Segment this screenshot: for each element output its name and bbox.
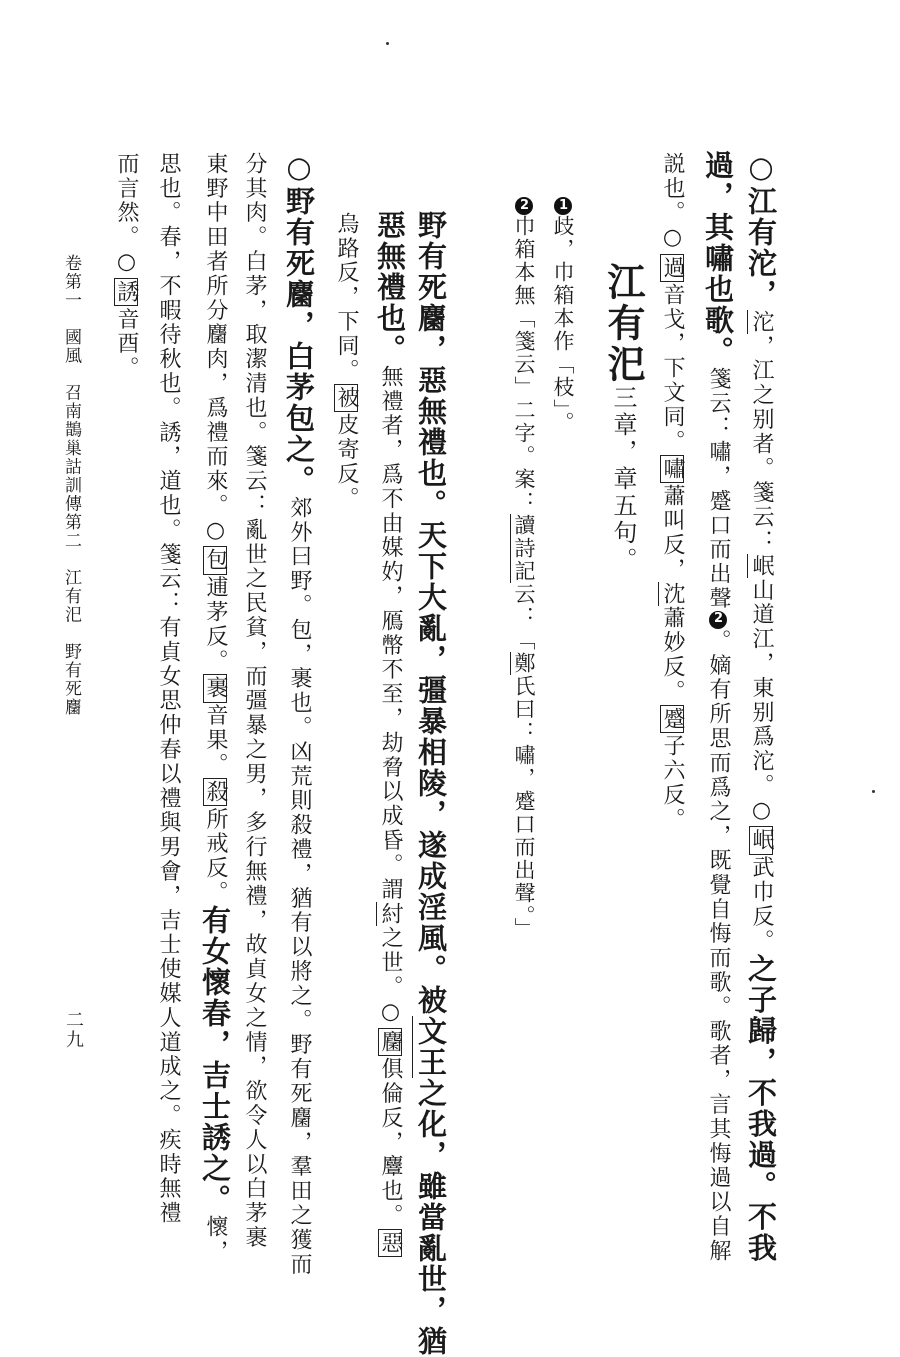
footnote-1: 1歧，巾箱本作「枝」。 bbox=[551, 197, 575, 435]
poem-title: 江有汜 bbox=[601, 262, 646, 385]
phonetic-box: 麕 bbox=[378, 1029, 403, 1055]
column-9: 烏路反，下同。被皮寄反。 bbox=[334, 212, 359, 511]
stray-mark-right bbox=[872, 790, 875, 793]
header-poem-1: 江有汜 bbox=[61, 568, 81, 624]
header-chapter: 召南鵲巢詁訓傳第二 bbox=[61, 383, 81, 550]
footnote-2: 2巾箱本無「箋云」二字。案：讀詩記云：「鄭氏曰：嘯，蹙口而出聲。」 bbox=[512, 197, 536, 941]
note-marker-1: 1 bbox=[556, 197, 571, 215]
note-marker-2: 2 bbox=[711, 611, 726, 629]
phonetic-box: 殺 bbox=[203, 780, 228, 805]
phonetic-box: 惡 bbox=[378, 1231, 403, 1256]
phonetic-box: 蹙 bbox=[660, 706, 685, 732]
running-header bbox=[62, 254, 79, 717]
column-13: 思也。春，不暇待秋也。誘，道也。箋云：有貞女思仲春以禮與男會，吉士使媒人道成之。疾時無禮 bbox=[156, 152, 181, 1226]
poem-title-column: 江有汜三章，章五句。 bbox=[601, 262, 646, 574]
note-marker-2: 2 bbox=[517, 197, 532, 215]
phonetic-box: 誘 bbox=[114, 280, 139, 305]
column-12: 東野中田者所分麕肉，爲禮而來。○包逋茅反。裹音果。殺所戒反。有女懷春，吉士誘之。懷， bbox=[198, 152, 232, 1264]
phonetic-box: 過 bbox=[660, 255, 685, 281]
column-8: 惡無禮也。無禮者，爲不由媒妁，鴈幣不至，劫脅以成昏。謂紂之世。○麕俱倫反，麞也。惡 bbox=[373, 210, 407, 1256]
column-11: 分其肉。白茅，取潔清也。箋云：亂世之民貧，而彊暴之男，多行無禮，故貞女之情，欲令人以白茅裹 bbox=[242, 152, 267, 1250]
phonetic-box: 岷 bbox=[749, 828, 774, 853]
phonetic-box: 包 bbox=[203, 548, 228, 573]
column-2: 過，其嘯也歌。箋云：嘯，蹙口而出聲2。嫡有所思而爲之，既覺自悔而歌。歌者，言其悔過以自解 bbox=[701, 150, 735, 1264]
column-7: 野有死麕，惡無禮也。天下大亂，彊暴相陵，遂成淫風。被文王之化，雖當亂世，猶 bbox=[414, 210, 448, 1357]
header-section: 國風 bbox=[61, 328, 81, 365]
column-1: ○江有沱，沱，江之别者。箋云：岷山道江，東别爲沱。○岷武巾反。之子歸，不我過。不我 bbox=[744, 150, 778, 1264]
phonetic-box: 裹 bbox=[203, 676, 228, 701]
phonetic-box: 被 bbox=[334, 385, 359, 411]
column-3: 説也。○過音戈，下文同。嘯蕭叫反，沈蕭妙反。蹙子六反。 bbox=[660, 152, 685, 832]
page-number: 二九 bbox=[63, 1010, 84, 1050]
column-14: 而言然。○誘音酉。 bbox=[114, 152, 139, 381]
header-juan: 卷第一 bbox=[61, 254, 81, 310]
phonetic-box: 嘯 bbox=[660, 456, 685, 482]
column-10: ○野有死麕，白茅包之。郊外曰野。包，裹也。凶荒則殺禮，猶有以將之。野有死麕，羣田之獲而 bbox=[282, 150, 316, 1277]
header-poem-2: 野有死麕 bbox=[61, 642, 81, 717]
stray-mark-top bbox=[386, 42, 389, 45]
